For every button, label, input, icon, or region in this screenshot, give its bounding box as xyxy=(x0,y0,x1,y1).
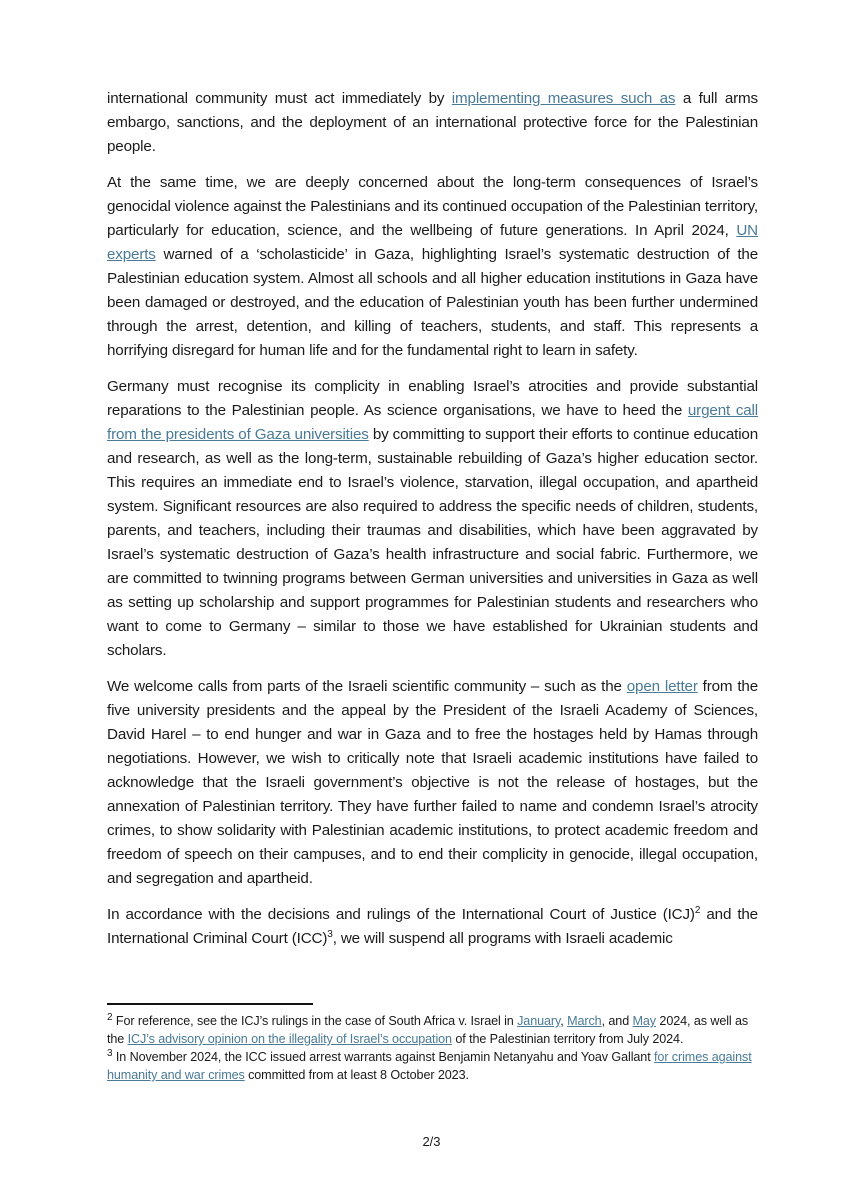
text: For reference, see the ICJ’s rulings in the case of South Africa v. Israel in xyxy=(112,1014,518,1028)
footnotes xyxy=(107,1012,758,1084)
paragraph xyxy=(107,675,758,891)
text: , and xyxy=(601,1014,633,1028)
footnote-separator xyxy=(107,1003,313,1005)
text: Germany must recognise its complicity in enabling Israel’s atrocities and provide substantial reparations to the Palestinian people. As science organisations, we have to heed the xyxy=(107,378,758,419)
link-march[interactable]: March xyxy=(567,1014,602,1028)
paragraph xyxy=(107,171,758,363)
link-un-experts[interactable]: UN experts xyxy=(107,222,758,263)
text: In November 2024, the ICC issued arrest warrants against Benjamin Netanyahu and Yoav Gallant xyxy=(112,1050,655,1064)
link-icj-advisory-opinion[interactable]: ICJ’s advisory opinion on the illegality of Israel’s occupation xyxy=(127,1032,452,1046)
text: committed from at least 8 October 2023. xyxy=(244,1068,469,1082)
text: 2024, as well as the xyxy=(107,1014,749,1046)
link-january[interactable]: January xyxy=(517,1014,561,1028)
text: warned of a ‘scholasticide’ in Gaza, highlighting Israel’s systematic destruction of the Palestinian education system. Almost all schools and all higher education institutions in Gaza have been damaged or destroyed, and the education of Palestinian youth has been further undermined through the arrest, detention, and killing of teachers, students, and staff. This represents a horrifying disregard for human life and for the fundamental right to learn in safety. xyxy=(107,246,758,359)
text: We welcome calls from parts of the Israeli scientific community – such as the xyxy=(107,678,627,695)
document-body xyxy=(107,87,758,963)
link-open-letter[interactable]: open letter xyxy=(626,678,698,695)
link-may[interactable]: May xyxy=(632,1014,657,1028)
footnote-ref-2[interactable]: 2 xyxy=(694,904,701,916)
text: , we will suspend all programs with Israeli academic xyxy=(332,930,673,947)
paragraph xyxy=(107,375,758,663)
text: by committing to support their efforts to continue education and research, as well as the long-term, sustainable rebuilding of Gaza’s higher education sector. This requires an immediate end to Israel’s violence, starvation, illegal occupation, and apartheid system. Significant resources are also required to address the specific needs of children, students, parents, and teachers, including their traumas and disabilities, which have been aggravated by Israel’s systematic destruction of Gaza’s health infrastructure and social fabric. Furthermore, we are committed to twinning programs between German universities and universities in Gaza as well as setting up scholarship and support programmes for Palestinian students and researchers who want to come to Germany – similar to those we have established for Ukrainian students and scholars. xyxy=(107,426,759,659)
text: a full arms embargo, sanctions, and the deployment of an international protective force for the Palestinian people. xyxy=(107,90,758,155)
text: international community must act immediately by xyxy=(107,90,452,107)
link-urgent-call[interactable]: urgent call from the presidents of Gaza universities xyxy=(107,402,759,443)
footnote-number: 2 xyxy=(107,1011,113,1023)
link-implementing-measures[interactable]: implementing measures such as xyxy=(451,90,676,107)
link-crimes-against-humanity[interactable]: for crimes against humanity and war crimes xyxy=(107,1050,752,1082)
text: At the same time, we are deeply concerned about the long-term consequences of Israel’s genocidal violence against the Palestinians and its continued occupation of the Palestinian territory, particularly for education, science, and the wellbeing of future generations. In April 2024, xyxy=(107,174,758,239)
text: and the International Criminal Court (ICC) xyxy=(107,906,758,947)
paragraph xyxy=(107,903,758,951)
text: In accordance with the decisions and rulings of the International Court of Justice (ICJ) xyxy=(107,906,695,923)
text: of the Palestinian territory from July 2024. xyxy=(451,1032,684,1046)
text: , xyxy=(560,1014,568,1028)
text: from the five university presidents and the appeal by the President of the Israeli Academy of Sciences, David Harel – to end hunger and war in Gaza and to free the hostages held by Hamas through negotiations. However, we wish to critically note that Israeli academic institutions have failed to acknowledge that the Israeli government’s objective is not the release of hostages, but the annexation of Palestinian territory. They have further failed to name and condemn Israel’s atrocity crimes, to show solidarity with Palestinian academic institutions, to protect academic freedom and freedom of speech on their campuses, and to end their complicity in genocide, illegal occupation, and segregation and apartheid. xyxy=(107,678,758,887)
footnote-ref-3[interactable]: 3 xyxy=(327,928,333,940)
footnote-2 xyxy=(107,1012,758,1048)
page-number: 2/3 xyxy=(422,1134,441,1149)
footnote-3 xyxy=(107,1048,758,1084)
footnote-number: 3 xyxy=(107,1047,113,1059)
paragraph xyxy=(107,87,758,159)
